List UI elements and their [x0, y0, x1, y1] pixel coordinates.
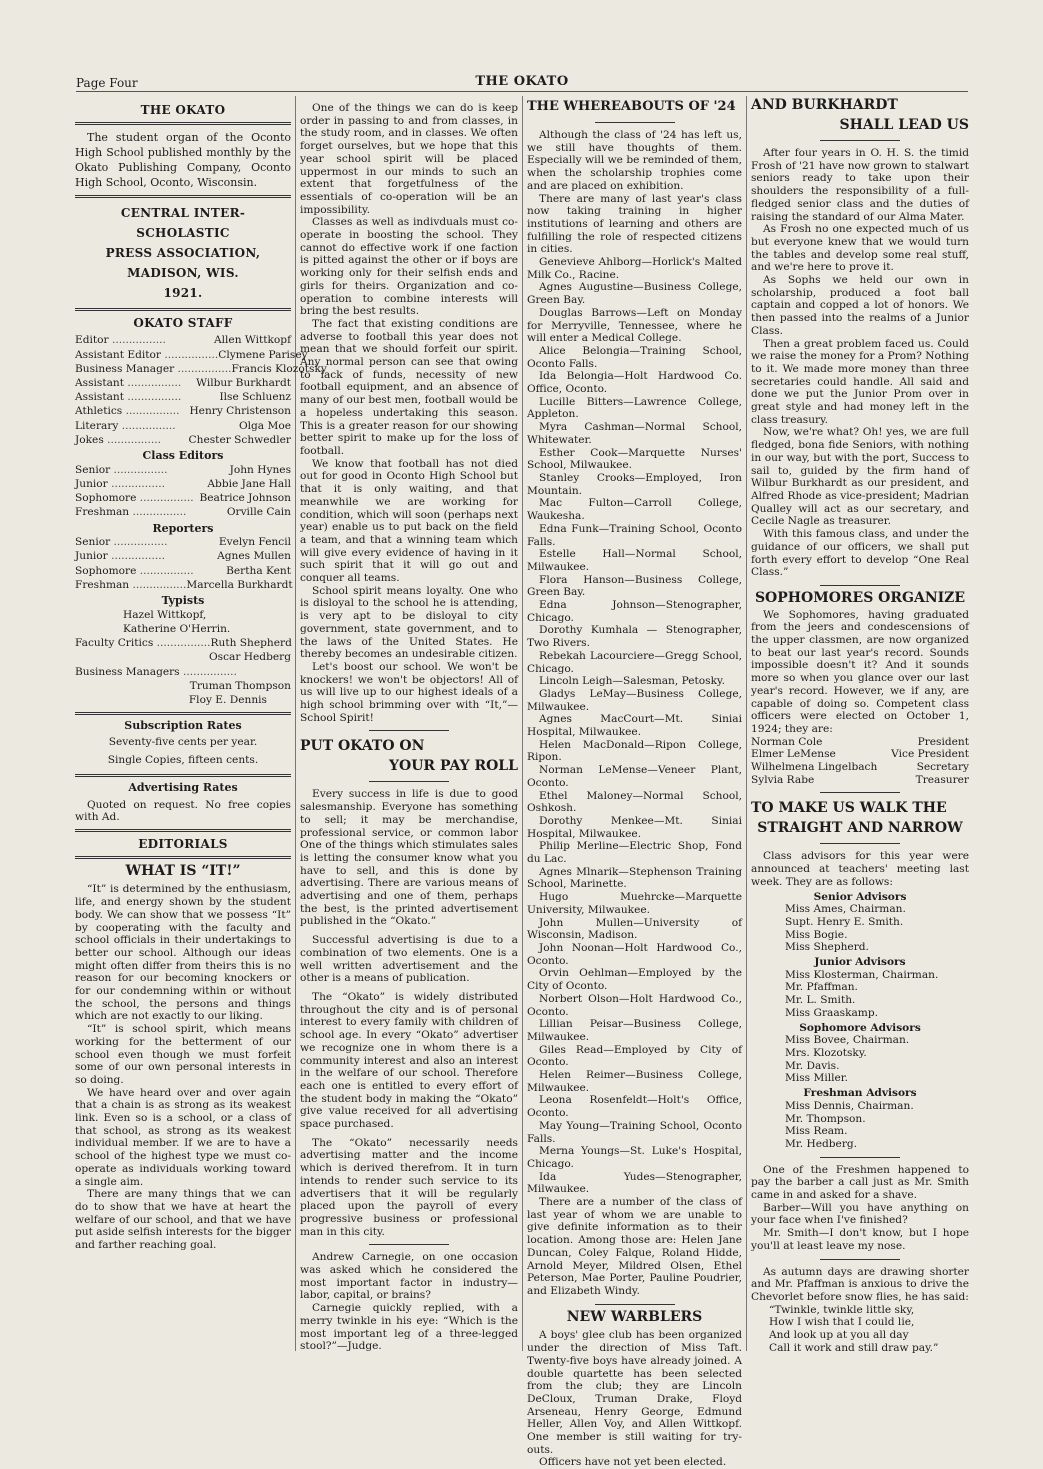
- divider: [75, 774, 291, 777]
- paragraph: The “Okato” is widely distributed throughout the city and is of personal interest to every family with children of school age. In every “Okato” advertiser we recognize one in whom there is a community interest and also an interest in the welfare of our school. Therefore each one is entitled to every effort of the student body in making the “Okato” give value received for all advertising space purchased.: [300, 991, 518, 1131]
- paragraph: Mr. Smith—I don't know, but I hope you'll at least leave my nose.: [751, 1227, 969, 1252]
- advisors-list: [751, 903, 969, 954]
- paragraph: Officers have not yet been elected.: [539, 1456, 727, 1469]
- paragraph: We Sophomores, having graduated from the jeers and condescensions of the upper classmen, are now organized to beat our last year's record. Sounds impossible doesn't it? And it sounds more so when you glance over our last year's record. However, we if any, are capable of doing so. Competent class officers were elected on October 1, 1924; they are:: [751, 608, 969, 735]
- staff-row: [75, 505, 291, 519]
- paragraph: Every success in life is due to good salesmanship. Everyone has something to sell; it may be merchandise, professional service, or common labor One of the things which stimulates sales is letting the consumer know what you have to sell, and this is done by advertising. There are various means of advertising and one of them, perhaps the best, is the printed advertisement published in the “Okato.”: [300, 788, 518, 928]
- alumni-entry: John Noonan—Holt Hardwood Co., Oconto.: [527, 942, 742, 967]
- column-editorial: [300, 102, 518, 1353]
- paragraph: There are a number of the class of last year of whom we are unable to give definite information as to their location. Among those are: Helen Jane Duncan, Coley Falque, Roland Hidde, Arnold Meyer, Mildred Olsen, Ethel Peterson, Mae Porter, Pauline Poudrier, and Elizabeth Windy.: [527, 1196, 742, 1297]
- staff-role: Faculty Critics .....: [75, 636, 211, 650]
- officer-name: Norman Cole: [751, 735, 823, 748]
- divider: [595, 1304, 675, 1305]
- reporters-title: Reporters: [152, 521, 214, 535]
- paragraph: We know that football has not died out for good in Oconto High School but that it is only waiting, and that meanwhile we are working for condition, which will soon (perhaps next year) enable us to put back on the field a team, and that a winning team which will give every evidence of having in it such spirit that it will go out and conquer all teams.: [300, 457, 518, 585]
- paragraph: As autumn days are drawing shorter and Mr. Pfaffman is anxious to drive the Chevorlet before snow flies, he has said:: [751, 1265, 969, 1303]
- association-line: PRESS ASSOCIATION,: [105, 245, 261, 260]
- article-title: AND BURKHARDT: [751, 97, 898, 113]
- divider: [75, 856, 291, 859]
- advisor: Miss Bovee, Chairman.: [785, 1034, 910, 1047]
- advisor: Mr. Hedberg.: [785, 1137, 858, 1150]
- alumni-entry: Helen MacDonald—Ripon College, Ripon.: [527, 738, 742, 764]
- divider: [75, 122, 291, 125]
- alumni-entry: Agnes Augustine—Business College, Green Bay.: [527, 281, 742, 307]
- poem-line: “Twinkle, twinkle little sky,: [769, 1303, 915, 1316]
- paragraph: Class advisors for this year were announced at teachers' meeting last week. They are as follows:: [751, 850, 969, 888]
- officer-office: President: [917, 735, 969, 748]
- article-title: THE WHEREABOUTS OF '24: [527, 99, 736, 114]
- staff-role: Senior .....: [75, 535, 167, 549]
- article-title: SOPHOMORES ORGANIZE: [754, 589, 966, 606]
- staff-role: Sophomore .....: [75, 564, 194, 578]
- whereabouts-list: [527, 256, 742, 1196]
- advertising-title: Advertising Rates: [128, 780, 238, 794]
- alumni-entry: Norbert Olson—Holt Hardwood Co., Oconto.: [527, 992, 742, 1018]
- alumni-entry: Ethel Maloney—Normal School, Oshkosh.: [527, 789, 742, 815]
- article-title: YOUR PAY ROLL: [389, 758, 518, 775]
- alumni-entry: Edna Funk—Training School, Oconto Falls.: [527, 522, 742, 548]
- paragraph: As Frosh no one expected much of us but everyone knew that we would turn the tables and develop some real stuff, and we're here to prove it.: [751, 223, 969, 274]
- paragraph: A boys' glee club has been organized under the direction of Miss Taft. Twenty-five boys have already joined. A double quartette has been selected from the club; they are Lincoln DeCloux, Truman Drake, Floyd Arseneau, Henry George, Edmund Heller, Allen Voy, and Allen Wittkopf. One member is still waiting for try-outs.: [527, 1329, 742, 1456]
- class-editors-list: [75, 463, 291, 520]
- column-divider: [295, 96, 296, 1351]
- staff-name: Ruth Shepherd: [210, 637, 292, 650]
- alumni-entry: Ida Yudes—Stenographer, Milwaukee.: [527, 1170, 742, 1196]
- header-rule: [76, 91, 968, 92]
- association-line: MADISON, WIS.: [127, 265, 239, 280]
- advisor: Miss Bogie.: [785, 928, 848, 941]
- staff-row: [75, 535, 291, 549]
- staff-row: [75, 362, 327, 376]
- officer-row: [751, 736, 969, 749]
- officer-office: Treasurer: [915, 773, 969, 786]
- advisor: Mr. Davis.: [785, 1059, 840, 1072]
- typists-title: Typists: [161, 594, 205, 608]
- staff-row: [75, 390, 291, 404]
- staff-role: Senior .....: [75, 463, 167, 477]
- staff-name: Orville Cain: [226, 506, 291, 519]
- staff-name: Wilbur Burkhardt: [196, 377, 291, 390]
- staff-role: Editor .....: [75, 333, 166, 347]
- alumni-entry: Genevieve Ahlborg—Horlick's Malted Milk Co., Racine.: [527, 256, 742, 281]
- advisors-heading: Sophomore Advisors: [799, 1021, 921, 1034]
- divider: [75, 829, 291, 832]
- column-divider: [522, 96, 523, 1351]
- page-header: [76, 76, 968, 92]
- alumni-entry: Giles Read—Employed by City of Oconto.: [527, 1043, 742, 1069]
- staff-row: [75, 348, 308, 362]
- staff-list: [75, 333, 327, 447]
- advisor: Miss Ream.: [785, 1125, 848, 1138]
- divider: [820, 140, 900, 141]
- divider: [75, 712, 291, 715]
- staff-name: Floy E. Dennis: [188, 693, 267, 706]
- alumni-entry: Myra Cashman—Normal School, Whitewater.: [527, 421, 742, 446]
- divider: [820, 585, 900, 586]
- staff-row: [75, 404, 291, 418]
- divider: [820, 792, 900, 793]
- article-title: TO MAKE US WALK THE: [751, 800, 947, 817]
- staff-row: [75, 491, 291, 505]
- paragraph: After four years in O. H. S. the timid Frosh of '21 have now grown to stalwart seniors ready to take upon their shoulders the responsibility of a full-fledged senior class and the duties of raising the standard of our Alma Mater.: [751, 147, 969, 223]
- alumni-entry: Agnes MacCourt—Mt. Siniai Hospital, Milwaukee.: [527, 713, 742, 739]
- staff-row: [75, 463, 291, 477]
- officer-office: Secretary: [916, 761, 969, 774]
- advisors-list: [751, 1034, 969, 1085]
- page-number: Page Four: [76, 76, 138, 90]
- alumni-entry: Flora Hanson—Business College, Green Bay.: [527, 573, 742, 599]
- advisors-list: [751, 969, 969, 1020]
- alumni-entry: Gladys LeMay—Business College, Milwaukee.: [527, 687, 742, 713]
- poem: [751, 1304, 969, 1355]
- divider: [369, 1244, 449, 1245]
- alumni-entry: Dorothy Menkee—Mt. Siniai Hospital, Milwaukee.: [527, 814, 742, 840]
- staff-role: Literary .....: [75, 419, 176, 433]
- divider: [820, 1157, 900, 1158]
- alumni-entry: Lucille Bitters—Lawrence College, Appleton.: [527, 395, 742, 421]
- officer-name: Sylvia Rabe: [751, 773, 815, 786]
- alumni-entry: Norman LeMense—Veneer Plant, Oconto.: [527, 764, 742, 789]
- staff-row: [75, 578, 291, 592]
- running-title: THE OKATO: [475, 74, 569, 89]
- column-whereabouts: [527, 98, 742, 1469]
- officer-office: Vice President: [891, 748, 969, 761]
- alumni-entry: Dorothy Kumhala — Stenographer, Two Rivers.: [527, 624, 742, 650]
- alumni-entry: Leona Rosenfeldt—Holt's Office, Oconto.: [527, 1094, 742, 1120]
- paragraph: Let's boost our school. We won't be knockers! we won't be objectors! All of us will live up to our highest ideals of a high school brimming over with “It,”—School Spirit!: [300, 660, 518, 724]
- association-line: CENTRAL INTER-SCHOLASTIC: [120, 205, 246, 240]
- staff-name: Bertha Kent: [226, 564, 291, 577]
- advisor: Miss Ames, Chairman.: [785, 903, 906, 916]
- divider: [75, 195, 291, 198]
- staff-name: Francis Klozotsky: [231, 362, 327, 375]
- staff-name: Henry Christenson: [189, 405, 291, 418]
- advisor: Miss Klosterman, Chairman.: [785, 968, 939, 981]
- advisor: Miss Miller.: [785, 1072, 849, 1085]
- column-masthead: [75, 98, 327, 1252]
- advisor: Miss Dennis, Chairman.: [785, 1099, 914, 1112]
- staff-row: [75, 477, 291, 491]
- staff-row: [75, 333, 291, 347]
- paragraph: School spirit means loyalty. One who is disloyal to the school he is attending, is very apt to be disloyal to city government, state government, and to the laws of the United States. He thereby becomes an undesirable citizen.: [300, 584, 518, 661]
- staff-name: Beatrice Johnson: [199, 492, 291, 505]
- advisor: Mr. Thompson.: [785, 1112, 866, 1125]
- officer-name: Wilhelmena Lingelbach: [751, 761, 878, 774]
- divider: [369, 730, 449, 731]
- poem-line: How I wish that I could lie,: [769, 1316, 915, 1329]
- staff-name: Agnes Mullen: [217, 550, 291, 563]
- staff-role: Junior .....: [75, 477, 165, 491]
- poem-line: Call it work and still draw pay.”: [769, 1341, 939, 1354]
- advertising-text: Quoted on request. No free copies with Ad.: [75, 798, 291, 824]
- advisor: Mrs. Klozotsky.: [785, 1047, 867, 1059]
- divider: [369, 781, 449, 782]
- staff-row: [75, 665, 291, 679]
- staff-role: Assistant .....: [75, 390, 181, 404]
- staff-name: Abbie Jane Hall: [207, 477, 291, 490]
- advisors-heading: Freshman Advisors: [803, 1087, 917, 1100]
- alumni-entry: Estelle Hall—Normal School, Milwaukee.: [527, 548, 742, 573]
- advisor: Mr. L. Smith.: [785, 994, 856, 1007]
- article-title: PUT OKATO ON: [300, 738, 425, 755]
- subscription-rate: Seventy-five cents per year.: [108, 735, 258, 748]
- advisors-heading: Senior Advisors: [813, 890, 907, 903]
- paragraph: Barber—Will you have anything on your face when I've finished?: [751, 1201, 969, 1227]
- staff-row: [75, 433, 291, 447]
- alumni-entry: Douglas Barrows—Left on Monday for Merryville, Tennessee, where he will enter a Medical College.: [527, 306, 742, 345]
- paragraph: Andrew Carnegie, on one occasion was asked which he considered the most important factor in industry—labor, capital, or brains?: [300, 1251, 518, 1302]
- advisors-list: [751, 1100, 969, 1151]
- alumni-entry: May Young—Training School, Oconto Falls.: [527, 1119, 742, 1145]
- staff-role: Assistant .....: [75, 376, 181, 390]
- staff-role: Business Manager .....: [75, 362, 231, 376]
- article-title: WHAT IS “IT!”: [125, 862, 241, 879]
- staff-role: Business Managers .....: [75, 665, 237, 679]
- advisors-heading: Junior Advisors: [814, 956, 906, 969]
- staff-title: OKATO STAFF: [133, 315, 233, 330]
- paragraph: “It” is school spirit, which means working for the betterment of our school even though we must forfeit some of our own personal interests in so doing.: [75, 1023, 291, 1086]
- staff-row: [75, 564, 291, 578]
- staff-role: Athletics .....: [75, 404, 179, 418]
- staff-row: [75, 636, 291, 650]
- alumni-entry: Orvin Oehlman—Employed by the City of Oconto.: [527, 967, 742, 993]
- alumni-entry: Rebekah Lacourciere—Gregg School, Chicago.: [527, 649, 742, 675]
- paragraph: With this famous class, and under the guidance of our officers, we shall put forth every effort to develop “One Real Class.”: [751, 528, 969, 579]
- staff-name: Ilse Schluenz: [219, 391, 291, 404]
- officer-row: [751, 774, 969, 787]
- staff-name: Clymene Parisey: [218, 348, 308, 361]
- paragraph: There are many things that we can do to show that we have at heart the welfare of our school, and that we have put aside selfish interests for the bigger and farther reaching goal.: [75, 1188, 291, 1252]
- alumni-entry: Mac Fulton—Carroll College, Waukesha.: [527, 497, 742, 523]
- subscription-rate: Single Copies, fifteen cents.: [107, 753, 259, 766]
- staff-role: Sophomore .....: [75, 491, 194, 505]
- divider: [75, 308, 291, 311]
- paragraph: “It” is determined by the enthusiasm, life, and energy shown by the student body. We can show that we possess “It” by cooperating with the faculty and school officials in their undertakings to better our school. Although our ideas might often differ from theirs this is no reason for our becoming knockers or for our condemning within or without the school, the persons and things which are not exactly to our liking.: [75, 883, 291, 1023]
- paragraph: Although the class of '24 has left us, we still have thoughts of them. Especially will we be reminded of them, when the scholarship trophies come and are placed on exhibition.: [527, 129, 742, 192]
- column-classes: [751, 96, 969, 1354]
- paragraph: One of the things we can do is keep order in passing to and from classes, in the study room, and in classes. We often forget ourselves, but we hope that this year school spirit will be placed uppermost in our minds to such an extent that forgetfulness of the essentials of co-operation will be an impossibility.: [300, 102, 518, 216]
- column-divider: [746, 96, 747, 1351]
- alumni-entry: Helen Reimer—Business College, Milwaukee.: [527, 1069, 742, 1094]
- alumni-entry: John Mullen—University of Wisconsin, Madison.: [527, 916, 742, 942]
- staff-role: Junior .....: [75, 549, 165, 563]
- paragraph: Carnegie quickly replied, with a merry twinkle in his eye: “Which is the most important leg of a three-legged stool?”—Judge.: [300, 1302, 518, 1353]
- paragraph: The fact that existing conditions are adverse to football this year does not mean that we should forfeit our spirit. Any normal person can see that owing to lack of funds, necessity of new football equipment, and an absence of many of our best men, football would be a hopeless undertaking this season. This is a greater reason for our showing better spirit to make up for the loss of football.: [300, 317, 518, 457]
- staff-role: Freshman .....: [75, 578, 186, 592]
- advisor: Miss Graaskamp.: [785, 1006, 879, 1019]
- staff-name: Evelyn Fencil: [218, 536, 291, 549]
- masthead-description: The student organ of the Oconto High School published monthly by the Okato Publishing Company, Oconto High School, Oconto, Wisconsin.: [75, 130, 291, 189]
- press-association: [75, 203, 291, 303]
- staff-name: Truman Thompson: [189, 679, 291, 692]
- poem-line: And look up at you all day: [769, 1329, 909, 1342]
- staff-role: Assistant Editor .....: [75, 348, 218, 362]
- alumni-entry: Hugo Muehrcke—Marquette University, Milwaukee.: [527, 891, 742, 916]
- staff-role: Freshman .....: [75, 505, 186, 519]
- officers-list: [751, 736, 969, 787]
- staff-row: [75, 549, 291, 563]
- advisor: Miss Shepherd.: [785, 941, 869, 954]
- alumni-entry: Stanley Crooks—Employed, Iron Mountain.: [527, 471, 742, 497]
- officer-row: [751, 748, 969, 761]
- article-title: SHALL LEAD US: [839, 117, 969, 133]
- officer-row: [751, 761, 969, 774]
- paragraph: There are many of last year's class now taking training in higher institutions of learning and others are fulfilling the role of respected citizens in cities.: [527, 192, 742, 256]
- staff-role: Jokes .....: [75, 433, 161, 447]
- officer-name: Elmer LeMense: [751, 748, 836, 761]
- advisor: Supt. Henry E. Smith.: [785, 915, 904, 928]
- masthead-title: THE OKATO: [140, 103, 226, 117]
- staff-row: [75, 376, 291, 390]
- alumni-entry: Alice Belongia—Training School, Oconto Falls.: [527, 344, 742, 370]
- alumni-entry: Philip Merline—Electric Shop, Fond du Lac.: [527, 840, 742, 866]
- article-title: NEW WARBLERS: [566, 1308, 703, 1325]
- reporters-list: [75, 535, 291, 592]
- paragraph: We have heard over and over again that a chain is as strong as its weakest link. Even so is a school, or a class of that school, as strong as its weakest individual member. If we are to have a school of the highest type we must co-operate as individuals working toward a single aim.: [75, 1086, 291, 1188]
- paragraph: Classes as well as indivduals must co-operate in boosting the school. They cannot do effective work if one faction is pitted against the other or if boys are working only for their selfish ends and girls for theirs. Organization and co-operation to combine interests will bring the best results.: [300, 216, 518, 318]
- alumni-entry: Edna Johnson—Stenographer, Chicago.: [527, 599, 742, 624]
- alumni-entry: Ida Belongia—Holt Hardwood Co. Office, Oconto.: [527, 370, 742, 396]
- divider: [820, 843, 900, 844]
- staff-name: Olga Moe: [238, 419, 291, 432]
- staff-name: Allen Wittkopf: [214, 334, 291, 347]
- divider: [595, 122, 675, 123]
- alumni-entry: Lincoln Leigh—Salesman, Petosky.: [539, 675, 725, 688]
- divider: [820, 1259, 900, 1260]
- advisor: Mr. Pfaffman.: [785, 981, 858, 994]
- paragraph: Then a great problem faced us. Could we raise the money for a Prom? Nothing to it. We made more money than three secretaries could handle. All said and done we put the Junior Prom over in great style and had money left in the class treasury.: [751, 337, 969, 426]
- paragraph: Now, we're what? Oh! yes, we are full fledged, bona fide Seniors, with nothing in our way, but with the port, Success to sail to, guided by the firm hand of Wilbur Burkhardt as our president, and Alfred Rhode as vice-president; Madrian Qualley will act as our secretary, and Cecile Nagle as treasurer.: [751, 426, 969, 528]
- paragraph: Successful advertising is due to a combination of two elements. One is a well written advertisement and the other is a means of publication.: [300, 934, 518, 985]
- staff-name: Oscar Hedberg: [209, 651, 291, 664]
- alumni-entry: Agnes Mlnarik—Stephenson Training School, Marinette.: [527, 865, 742, 891]
- association-line: 1921.: [163, 285, 203, 300]
- paragraph: One of the Freshmen happened to pay the barber a call just as Mr. Smith came in and asked for a shave.: [751, 1163, 969, 1202]
- staff-name: Marcella Burkhardt: [186, 578, 293, 591]
- alumni-entry: Lillian Peisar—Business College, Milwaukee.: [527, 1018, 742, 1043]
- subscription-title: Subscription Rates: [124, 719, 242, 733]
- staff-name: John Hynes: [229, 463, 291, 476]
- staff-row: [75, 419, 291, 433]
- class-editors-title: Class Editors: [142, 449, 224, 463]
- editorials-title: EDITORIALS: [138, 837, 228, 851]
- paragraph: The “Okato” necessarily needs advertising matter and the income which is derived therefrom. It in turn intends to render such service to its advertisers that it will be regularly placed upon the payroll of every progressive business or professional man in this city.: [300, 1136, 518, 1238]
- staff-name: Chester Schwedler: [188, 433, 291, 446]
- typist: Katherine O'Herrin.: [123, 622, 231, 635]
- alumni-entry: Merna Youngs—St. Luke's Hospital, Chicago.: [527, 1145, 742, 1170]
- article-title: STRAIGHT AND NARROW: [757, 820, 963, 837]
- paragraph: As Sophs we held our own in scholarship, produced a foot ball captain and copped a lot of honors. We then passed into the realms of a Junior Class.: [751, 274, 969, 337]
- typist: Hazel Wittkopf,: [123, 608, 207, 621]
- alumni-entry: Esther Cook—Marquette Nurses' School, Milwaukee.: [527, 446, 742, 472]
